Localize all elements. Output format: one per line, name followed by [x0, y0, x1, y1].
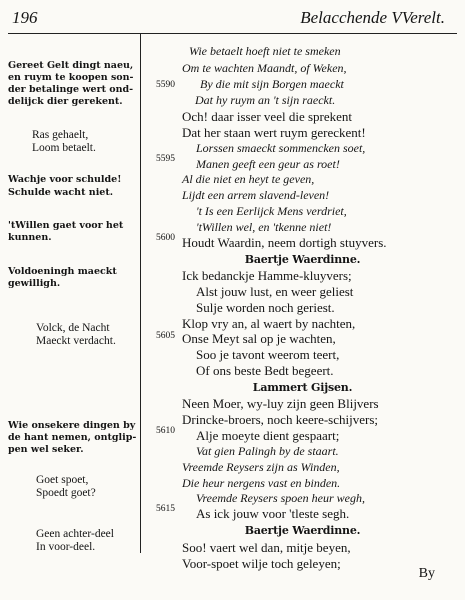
verse-line: Neen Moer, wy-luy zijn geen Blijvers [182, 396, 379, 411]
sidenote: Wie onsekere dingen by [8, 420, 136, 431]
verse-line: Of ons beste Bedt begeert. [196, 363, 334, 378]
line-number: 5595 [156, 154, 175, 164]
verse-line: 't Is een Eerlijck Mens verdriet, [196, 204, 347, 218]
verse-line: Soo! vaert wel dan, mitje beyen, [182, 540, 351, 555]
sidenote: delijck dier gerekent. [8, 96, 123, 107]
verse-line: Vreemde Reysers spoen heur wegh, [196, 491, 365, 505]
sidenote: Volck, de Nacht [36, 322, 110, 334]
sidenote: Ras gehaelt, [32, 129, 89, 141]
sidenote: Goet spoet, [36, 474, 89, 486]
verse-line: Wie betaelt hoeft niet te smeken [189, 44, 341, 58]
verse-line: 'tWillen wel, en 'tkenne niet! [196, 220, 332, 234]
verse-line: Soo je tavont weerom teert, [196, 347, 340, 362]
speaker-heading: Lammert Gijsen. [252, 381, 353, 394]
sidenote: 'tWillen gaet voor het [8, 220, 124, 231]
sidenote: Schulde wacht niet. [8, 187, 114, 198]
sidenote: der betalinge wert ond- [8, 84, 134, 95]
sidenote: Wachje voor schulde! [8, 174, 122, 185]
sidenote: Geen achter-deel [36, 528, 114, 540]
verse-line: Om te wachten Maandt, of Weken, [182, 61, 347, 75]
catchword: By [418, 566, 435, 581]
verse-line: Drincke-broers, noch keere-schijvers; [182, 412, 378, 427]
sidenote: pen wel seker. [8, 444, 84, 455]
speaker-heading: Baertje Waerdinne. [244, 524, 361, 537]
verse-line: Dat hy ruym an 't sijn raeckt. [195, 93, 336, 107]
line-number: 5600 [156, 233, 175, 243]
verse-line: Die heur nergens vast en binden. [182, 476, 341, 490]
sidenote: gewilligh. [8, 278, 61, 289]
verse-line: Onse Meyt sal op je wachten, [182, 331, 336, 346]
sidenote: Loom betaelt. [32, 142, 96, 154]
verse-line: By die mit sijn Borgen maeckt [200, 77, 344, 91]
verse-line: Lorssen smaeckt sommencken soet, [196, 141, 366, 155]
verse-line: Dat her staan wert ruym gereckent! [182, 125, 366, 140]
verse-line: Alje moeyte dient gespaart; [196, 428, 340, 443]
verse-line: Alst jouw lust, en weer geliest [196, 284, 354, 299]
verse-line: Sulje worden noch geriest. [196, 300, 335, 315]
verse-line: Voor-spoet wilje toch geleyen; [182, 556, 341, 571]
sidenote: Gereet Gelt dingt naeu, [8, 60, 134, 71]
sidenote: In voor-deel. [36, 541, 96, 553]
verse-line: Al die niet en heyt te geven, [182, 172, 315, 186]
verse-line: Lijdt een arrem slavend-leven! [182, 188, 330, 202]
verse-line: As ick jouw voor 'tleste segh. [196, 506, 350, 521]
verse-line: Houdt Waardin, neem dortigh stuyvers. [182, 235, 387, 250]
verse-line: Vat gien Palingh by de staart. [196, 444, 339, 458]
sidenote: Maeckt verdacht. [36, 335, 116, 347]
speaker-heading: Baertje Waerdinne. [244, 253, 361, 266]
sidenote: Voldoeningh maeckt [8, 266, 117, 277]
line-number: 5605 [156, 331, 175, 341]
sidenote: Spoedt goet? [36, 487, 96, 499]
verse-line: Ick bedanckje Hamme-kluyvers; [182, 268, 352, 283]
page-number: 196 [12, 8, 38, 27]
header-rule [8, 33, 457, 34]
sidenote: en ruym te koopen son- [8, 72, 134, 83]
verse-line: Vreemde Reysers zijn as Winden, [182, 460, 340, 474]
sidenote: kunnen. [8, 232, 52, 243]
line-number: 5590 [156, 80, 175, 90]
verse-line: Manen geeft een geur as roet! [196, 157, 340, 171]
verse-line: Klop vry an, al waert by nachten, [182, 316, 356, 331]
verse-line: Och! daar isser veel die sprekent [182, 109, 353, 124]
sidenote: de hant nemen, ontglip- [8, 432, 137, 443]
line-number: 5615 [156, 504, 175, 514]
running-title: Belacchende VVerelt. [300, 8, 445, 27]
column-rule [140, 33, 141, 553]
line-number: 5610 [156, 426, 175, 436]
